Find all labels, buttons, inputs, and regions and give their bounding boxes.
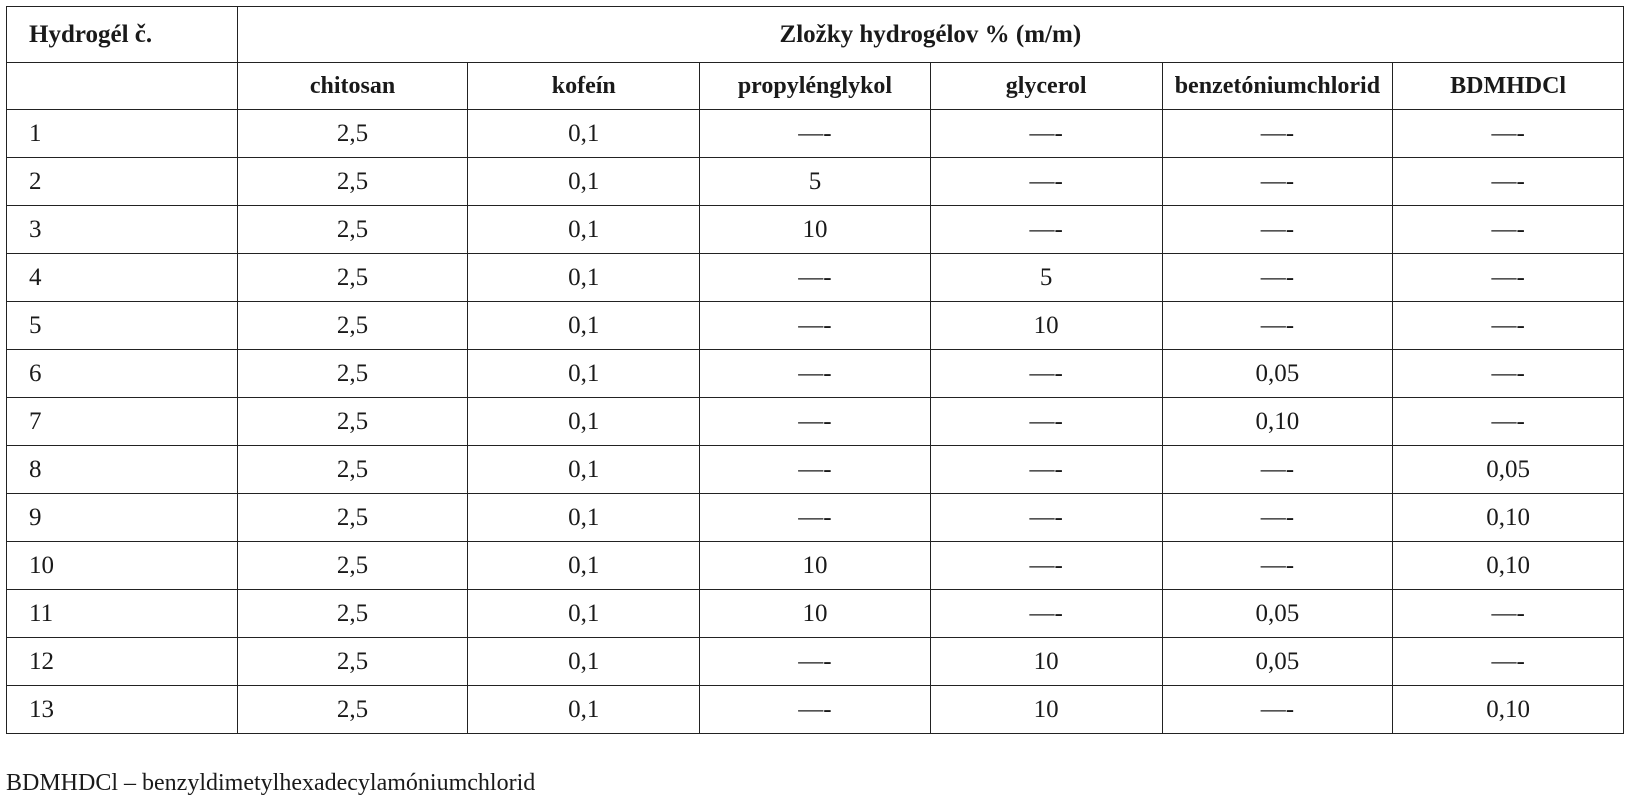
table-cell: —- bbox=[930, 110, 1162, 158]
table-cell: —- bbox=[1393, 254, 1624, 302]
header-empty-cell bbox=[7, 63, 238, 110]
table-cell: 2,5 bbox=[237, 350, 468, 398]
table-cell: —- bbox=[930, 350, 1162, 398]
table-cell: 2,5 bbox=[237, 638, 468, 686]
table-cell: 0,1 bbox=[468, 638, 700, 686]
row-number-cell: 7 bbox=[7, 398, 238, 446]
table-cell: 2,5 bbox=[237, 398, 468, 446]
row-number-cell: 4 bbox=[7, 254, 238, 302]
table-cell: —- bbox=[930, 158, 1162, 206]
table-row bbox=[7, 398, 1624, 446]
table-cell: 0,1 bbox=[468, 686, 700, 734]
table-cell: 10 bbox=[700, 206, 931, 254]
table-cell: 10 bbox=[700, 590, 931, 638]
table-cell: 0,10 bbox=[1393, 494, 1624, 542]
table-cell: —- bbox=[930, 542, 1162, 590]
table-cell: 2,5 bbox=[237, 542, 468, 590]
table-footnote: BDMHDCl – benzyldimetylhexadecylamóniumchlorid bbox=[6, 770, 536, 796]
table-row bbox=[7, 590, 1624, 638]
column-header-0: chitosan bbox=[237, 63, 468, 110]
table-cell: 2,5 bbox=[237, 590, 468, 638]
table-cell: —- bbox=[930, 446, 1162, 494]
table-cell: 2,5 bbox=[237, 158, 468, 206]
table-cell: —- bbox=[1162, 206, 1393, 254]
table-row bbox=[7, 206, 1624, 254]
table-cell: 0,10 bbox=[1393, 686, 1624, 734]
table-cell: 10 bbox=[930, 686, 1162, 734]
table-cell: —- bbox=[700, 302, 931, 350]
group-header-components: Zložky hydrogélov % (m/m) bbox=[237, 7, 1623, 63]
row-number-cell: 11 bbox=[7, 590, 238, 638]
table-row bbox=[7, 158, 1624, 206]
table-row bbox=[7, 302, 1624, 350]
table-cell: —- bbox=[1162, 542, 1393, 590]
table-cell: —- bbox=[1393, 638, 1624, 686]
table-row bbox=[7, 446, 1624, 494]
header-row-top bbox=[7, 7, 1624, 63]
row-header-hydrogel-number: Hydrogél č. bbox=[7, 7, 238, 63]
table-cell: —- bbox=[700, 398, 931, 446]
table-row bbox=[7, 542, 1624, 590]
table-cell: 0,1 bbox=[468, 446, 700, 494]
table-row bbox=[7, 110, 1624, 158]
table-cell: —- bbox=[700, 638, 931, 686]
table-row bbox=[7, 686, 1624, 734]
table-cell: 0,1 bbox=[468, 254, 700, 302]
table-cell: 0,05 bbox=[1162, 350, 1393, 398]
table-cell: 0,1 bbox=[468, 350, 700, 398]
table-cell: 0,05 bbox=[1393, 446, 1624, 494]
table-cell: 0,05 bbox=[1162, 590, 1393, 638]
table-row bbox=[7, 254, 1624, 302]
table-cell: —- bbox=[1162, 446, 1393, 494]
table-cell: —- bbox=[930, 590, 1162, 638]
table-cell: —- bbox=[1162, 254, 1393, 302]
row-number-cell: 8 bbox=[7, 446, 238, 494]
table-cell: —- bbox=[700, 254, 931, 302]
row-number-cell: 9 bbox=[7, 494, 238, 542]
table-cell: 0,1 bbox=[468, 158, 700, 206]
table-cell: 2,5 bbox=[237, 302, 468, 350]
header-row-columns bbox=[7, 63, 1624, 110]
table-cell: 0,1 bbox=[468, 542, 700, 590]
table-cell: —- bbox=[700, 446, 931, 494]
table-cell: —- bbox=[1162, 686, 1393, 734]
table-cell: —- bbox=[930, 398, 1162, 446]
table-cell: —- bbox=[1393, 110, 1624, 158]
table-cell: —- bbox=[1393, 590, 1624, 638]
table-cell: 0,1 bbox=[468, 590, 700, 638]
table-cell: 0,1 bbox=[468, 494, 700, 542]
table-body bbox=[7, 110, 1624, 734]
table-cell: —- bbox=[700, 494, 931, 542]
table-cell: 2,5 bbox=[237, 110, 468, 158]
table-cell: —- bbox=[1393, 398, 1624, 446]
table-row bbox=[7, 350, 1624, 398]
table-cell: —- bbox=[1393, 206, 1624, 254]
row-number-cell: 6 bbox=[7, 350, 238, 398]
table-cell: —- bbox=[1162, 302, 1393, 350]
row-number-cell: 12 bbox=[7, 638, 238, 686]
table-cell: —- bbox=[1393, 302, 1624, 350]
column-header-5: BDMHDCl bbox=[1393, 63, 1624, 110]
table-cell: 0,10 bbox=[1393, 542, 1624, 590]
table-cell: 0,1 bbox=[468, 110, 700, 158]
column-header-2: propylénglykol bbox=[700, 63, 931, 110]
table-cell: —- bbox=[700, 350, 931, 398]
row-number-cell: 1 bbox=[7, 110, 238, 158]
row-number-cell: 10 bbox=[7, 542, 238, 590]
table-cell: 2,5 bbox=[237, 446, 468, 494]
table-cell: 2,5 bbox=[237, 206, 468, 254]
table-cell: 2,5 bbox=[237, 494, 468, 542]
row-number-cell: 13 bbox=[7, 686, 238, 734]
table-cell: 0,1 bbox=[468, 206, 700, 254]
table-cell: 2,5 bbox=[237, 254, 468, 302]
table-cell: —- bbox=[930, 494, 1162, 542]
table-cell: —- bbox=[700, 110, 931, 158]
table-cell: 10 bbox=[930, 302, 1162, 350]
table-cell: 0,1 bbox=[468, 302, 700, 350]
row-number-cell: 2 bbox=[7, 158, 238, 206]
column-header-1: kofeín bbox=[468, 63, 700, 110]
table-cell: —- bbox=[1162, 494, 1393, 542]
column-header-3: glycerol bbox=[930, 63, 1162, 110]
table-cell: —- bbox=[1162, 158, 1393, 206]
table-cell: 0,1 bbox=[468, 398, 700, 446]
table-cell: 10 bbox=[700, 542, 931, 590]
table-row bbox=[7, 494, 1624, 542]
column-header-4: benzetóniumchlorid bbox=[1162, 63, 1393, 110]
table-cell: —- bbox=[700, 686, 931, 734]
table-cell: 5 bbox=[930, 254, 1162, 302]
table-cell: —- bbox=[930, 206, 1162, 254]
table-cell: 0,05 bbox=[1162, 638, 1393, 686]
table-cell: 5 bbox=[700, 158, 931, 206]
table-cell: —- bbox=[1162, 110, 1393, 158]
table-row bbox=[7, 638, 1624, 686]
table-cell: —- bbox=[1393, 158, 1624, 206]
hydrogel-composition-table-wrapper bbox=[6, 6, 1624, 734]
row-number-cell: 5 bbox=[7, 302, 238, 350]
table-cell: 0,10 bbox=[1162, 398, 1393, 446]
table-cell: 10 bbox=[930, 638, 1162, 686]
row-number-cell: 3 bbox=[7, 206, 238, 254]
hydrogel-composition-table bbox=[6, 6, 1624, 734]
table-cell: —- bbox=[1393, 350, 1624, 398]
table-cell: 2,5 bbox=[237, 686, 468, 734]
